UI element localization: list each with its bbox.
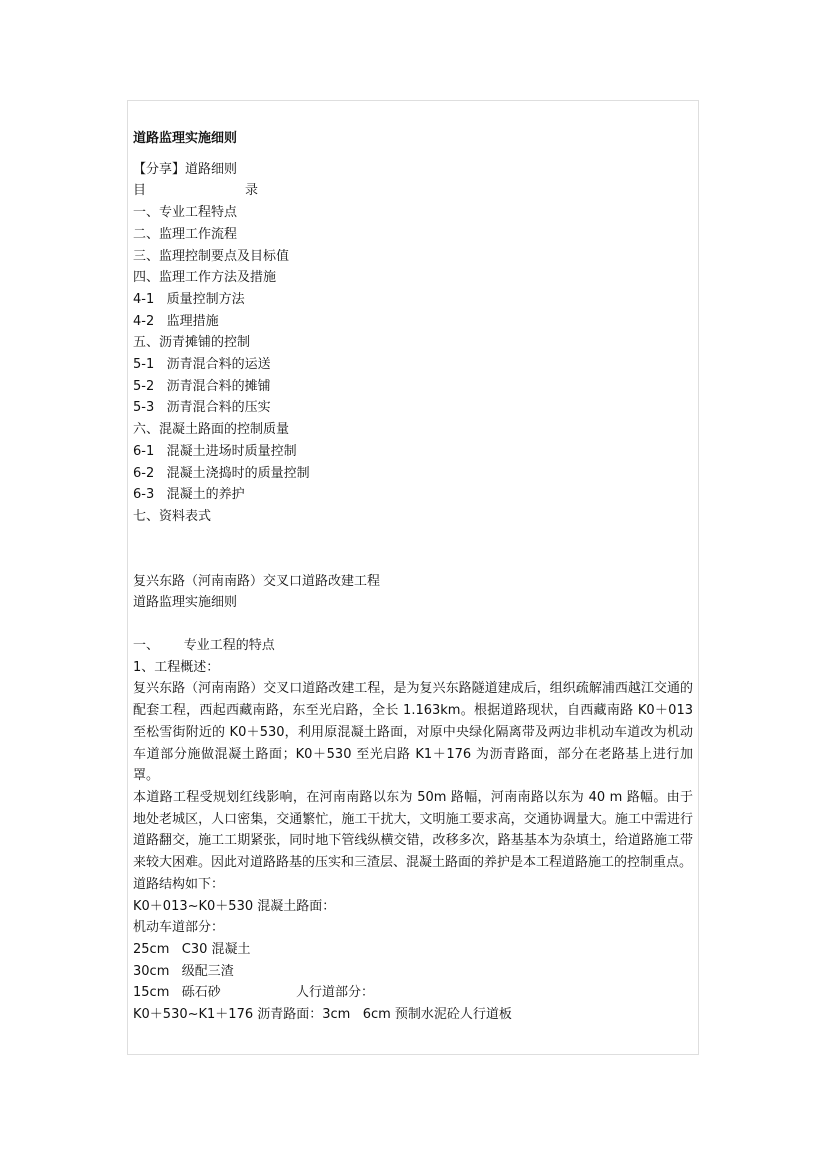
toc-item: 6-2 混凝土浇捣时的质量控制: [133, 465, 310, 481]
toc-item: 6-1 混凝土进场时质量控制: [133, 443, 297, 459]
constraints-paragraph: 本道路工程受规划红线影响，在河南南路以东为 50m 路幅，河南南路以东为 40 m 路幅。由于地处老城区，人口密集，交通繁忙，施工干扰大，文明施工要求高，交通协调量大。施工中需进行道路翻交，施工工期紧张，同时地下管线纵横交错，改移多次，路基基本为杂填土，给道路施工带来较大困难。因此对道路路基的压实和三渣层、混凝土路面的养护是本工程道路施工的控制重点。: [133, 789, 693, 871]
toc-heading-left: 目: [133, 183, 147, 199]
document-title: 道路监理实施细则: [133, 131, 238, 146]
toc-item: 二、监理工作流程: [133, 226, 238, 242]
layer-text: 15cm 砾石砂: [133, 985, 221, 1001]
toc-item: 4-2 监理措施: [133, 313, 219, 329]
toc-item: 4-1 质量控制方法: [133, 291, 245, 307]
subsection-heading: 1、工程概述：: [133, 659, 220, 675]
toc-item: 6-3 混凝土的养护: [133, 487, 245, 503]
structure-intro: 道路结构如下：: [133, 876, 225, 892]
overview-paragraph: 复兴东路（河南南路）交叉口道路改建工程，是为复兴东路隧道建成后，组织疏解浦西越江交通的配套工程，西起西藏南路，东至光启路，全长 1.163km。根据道路现状，自西藏南路 K0＋013 至松雪街附近的 K0＋530，利用原混凝土路面，对原中央绿化隔离带及两边非机动车道改为机动车道部分施做混凝土路面；K0＋530 至光启路 K1＋176 为沥青路面，部分在老路基上进行加罩。: [133, 681, 693, 784]
layer-row: 25cm C30 混凝土: [133, 941, 251, 957]
segment-2-heading: K0＋530~K1＋176 沥青路面：3cm 6cm 预制水泥砼人行道板: [133, 1007, 512, 1023]
layer-row: 30cm 级配三渣: [133, 963, 234, 979]
toc-heading: [133, 180, 693, 202]
toc-item: 五、沥青摊铺的控制: [133, 335, 251, 351]
document-body: [133, 128, 693, 1026]
project-doc-title: 道路监理实施细则: [133, 595, 238, 611]
toc-item: 5-2 沥青混合料的摊铺: [133, 378, 271, 394]
project-name: 复兴东路（河南南路）交叉口道路改建工程: [133, 573, 381, 589]
toc-item: 5-1 沥青混合料的运送: [133, 357, 271, 373]
toc-item: 七、资料表式: [133, 508, 212, 524]
toc-item: 四、监理工作方法及措施: [133, 270, 277, 286]
toc-item: 5-3 沥青混合料的压实: [133, 400, 271, 416]
segment-1-heading: K0＋013~K0＋530 混凝土路面：: [133, 898, 336, 914]
share-line: 【分享】道路细则: [133, 161, 238, 177]
section-heading: 一、 专业工程的特点: [133, 638, 275, 654]
spacer: [133, 528, 693, 571]
toc-list: [133, 202, 693, 528]
sidewalk-label: 人行道部分：: [296, 985, 375, 1001]
toc-item: 一、专业工程特点: [133, 205, 238, 221]
toc-item: 三、监理控制要点及目标值: [133, 248, 290, 264]
toc-item: 六、混凝土路面的控制质量: [133, 422, 290, 438]
toc-heading-right: 录: [245, 183, 259, 199]
layer-row: [133, 982, 693, 1004]
motor-lane-label: 机动车道部分：: [133, 920, 225, 936]
spacer: [133, 614, 693, 635]
